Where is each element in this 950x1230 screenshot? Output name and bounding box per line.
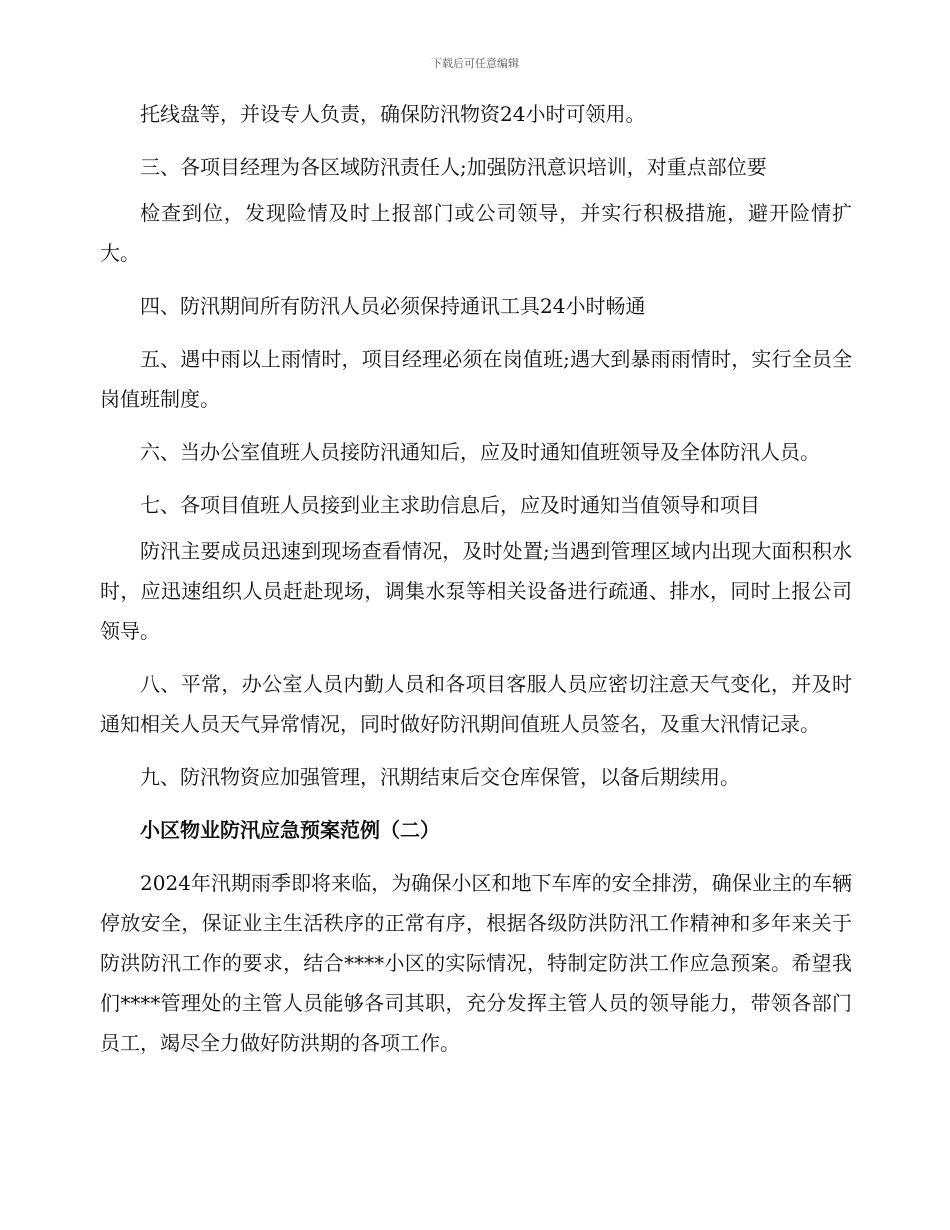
paragraph-3: 检查到位，发现险情及时上报部门或公司领导，并实行积极措施，避开险情扩大。 xyxy=(100,201,852,265)
paragraph-7: 七、各项目值班人员接到业主求助信息后，应及时通知当值领导和项目 xyxy=(140,493,760,517)
paragraph-10: 九、防汛物资应加强管理，汛期结束后交仓库保管，以备后期续用。 xyxy=(140,765,740,789)
paragraph-4: 四、防汛期间所有防汛人员必须保持通讯工具24小时畅通 xyxy=(140,294,646,318)
paragraph-1: 托线盘等，并设专人负责，确保防汛物资24小时可领用。 xyxy=(140,102,646,126)
paragraph-5: 五、遇中雨以上雨情时，项目经理必须在岗值班;遇大到暴雨雨情时，实行全员全岗值班制度。 xyxy=(100,347,852,411)
section-heading: 小区物业防汛应急预案范例（二） xyxy=(140,818,440,842)
paragraph-9: 八、平常，办公室人员内勤人员和各项目客服人员应密切注意天气变化，并及时通知相关人员天气异常情况，同时做好防汛期间值班人员签名，及重大汛情记录。 xyxy=(100,672,852,736)
paragraph-11: 2024年汛期雨季即将来临，为确保小区和地下车库的安全排涝，确保业主的车辆停放安全，保证业主生活秩序的正常有序，根据各级防洪防汛工作精神和多年来关于防洪防汛工作的要求，结合****小区的实际情况，特制定防洪工作应急预案。希望我们****管理处的主管人员能够各司其职，充分发挥主管人员的领导能力，带领各部门员工，竭尽全力做好防洪期的各项工作。 xyxy=(100,871,852,1055)
paragraph-2: 三、各项目经理为各区域防汛责任人;加强防汛意识培训，对重点部位要 xyxy=(140,155,767,179)
paragraph-8: 防汛主要成员迅速到现场查看情况，及时处置;当遇到管理区域内出现大面积积水时，应迅速组织人员赶赴现场，调集水泵等相关设备进行疏通、排水，同时上报公司领导。 xyxy=(100,539,852,643)
paragraph-6: 六、当办公室值班人员接防汛通知后，应及时通知值班领导及全体防汛人员。 xyxy=(140,440,820,464)
page-header: 下载后可任意编辑 xyxy=(431,57,519,70)
document-body xyxy=(100,94,852,1076)
